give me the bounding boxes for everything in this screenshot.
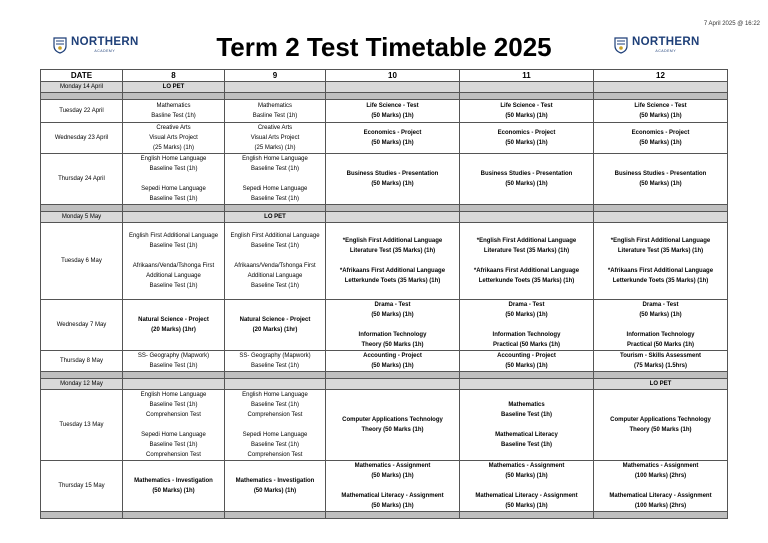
exam-cell [326,100,460,123]
exam-line: Mathematics - Assignment [488,463,565,469]
exam-cell [123,223,225,300]
lo-pet-cell: LO PET [225,212,326,223]
header-grade: 12 [594,70,728,82]
exam-cell [326,461,460,512]
exam-line: Business Studies - Presentation [346,171,439,177]
exam-line: Theory (50 Marks (1h) [361,427,424,433]
exam-line: Mathematics - Assignment [622,463,699,469]
exam-line: Economics - Project [631,130,690,136]
date-cell: Wednesday 23 April [41,123,123,154]
exam-cell [460,351,594,372]
exam-cell [326,123,460,154]
table-row [41,82,728,93]
exam-line: Drama - Test [508,302,545,308]
separator-row [41,93,728,100]
exam-line: Computer Applications Technology [610,417,711,423]
exam-line: Baseline Test (1h) [501,442,552,448]
exam-cell [225,154,326,205]
exam-line: Mathematics - Investigation [134,478,213,484]
page-header [0,30,768,68]
exam-cell [123,461,225,512]
exam-line: Computer Applications Technology [342,417,443,423]
logo-name: NORTHERN [632,36,700,48]
table-row [41,461,728,512]
exam-line: Mathematics - Assignment [354,463,431,469]
exam-line: English First Additional Language [230,233,320,239]
exam-cell [460,300,594,351]
exam-line: Basline Test (1h) [151,113,196,119]
exam-line: Baseline Test (1h) [149,363,198,369]
date-cell: Monday 5 May [41,212,123,223]
exam-line: Baseline Test (1h) [149,442,198,448]
exam-line: Baseline Test (1h) [149,196,198,202]
separator-row [41,512,728,519]
exam-line: Visual Arts Project [149,135,198,141]
exam-line: Accounting - Project [497,353,556,359]
exam-line: (50 Marks) (1h) [371,181,414,187]
exam-line: (50 Marks) (1h) [371,140,414,146]
exam-cell [460,461,594,512]
exam-line: Literature Test (35 Marks) (1h) [617,248,704,254]
exam-line: Mathematics - Investigation [235,478,315,484]
exam-cell [123,390,225,461]
exam-cell [594,390,728,461]
exam-line: Practical (50 Marks (1h) [492,342,561,348]
page-title: Term 2 Test Timetable 2025 [216,32,552,62]
exam-line: Afrikaans/Venda/Tshonga First [132,263,215,269]
exam-cell [594,123,728,154]
separator-row [41,205,728,212]
exam-line: *English First Additional Language [342,238,443,244]
exam-line: Mathematical Literacy [495,432,558,438]
exam-line: Drama - Test [374,302,411,308]
exam-line: (50 Marks) (1h) [505,113,548,119]
exam-line: Life Science - Test [500,103,553,109]
logo-sub: ACADEMY [94,49,116,53]
header-date: DATE [41,70,123,82]
table-row [41,212,728,223]
exam-line: Tourism - Skills Assessment [619,353,702,359]
exam-line: (50 Marks) (1h) [505,503,548,509]
exam-line: Information Technology [492,332,561,338]
exam-line: Comprehension Test [247,452,303,458]
exam-line: (25 Marks) (1h) [152,145,194,151]
exam-line: Mathematical Literacy - Assignment [341,493,444,499]
exam-cell [326,223,460,300]
exam-cell [594,223,728,300]
exam-cell [460,154,594,205]
exam-line: (20 Marks) (1hr) [151,327,196,333]
exam-line: (75 Marks) (1.5hrs) [633,363,688,369]
exam-line: Baseline Test (1h) [501,412,552,418]
exam-line: Creative Arts [156,125,191,131]
exam-cell [123,154,225,205]
exam-cell [225,300,326,351]
table-row [41,123,728,154]
empty-cell [460,82,594,93]
exam-line: (50 Marks) (1h) [371,312,414,318]
exam-line: *Afrikaans First Additional Language [473,268,580,274]
exam-line: Letterkunde Toets (35 Marks) (1h) [344,278,441,284]
exam-line: Mathematics [156,103,191,109]
exam-line: English Home Language [242,156,308,162]
table-row [41,100,728,123]
header-grade: 11 [460,70,594,82]
exam-line: Business Studies - Presentation [614,171,707,177]
exam-line: Baseline Test (1h) [149,243,198,249]
date-cell: Monday 12 May [41,379,123,390]
exam-line: Literature Test (35 Marks) (1h) [483,248,570,254]
exam-line: (50 Marks) (1h) [505,312,548,318]
exam-line: Comprehension Test [247,412,303,418]
exam-line: Literature Test (35 Marks) (1h) [349,248,436,254]
exam-line: Information Technology [358,332,427,338]
exam-cell [225,390,326,461]
empty-cell [594,82,728,93]
exam-line: Baseline Test (1h) [251,402,299,408]
exam-line: Letterkunde Toets (35 Marks) (1h) [478,278,575,284]
exam-cell [326,154,460,205]
exam-cell [594,300,728,351]
exam-line: (50 Marks) (1h) [639,312,682,318]
logo-sub: ACADEMY [655,49,677,53]
table-row [41,223,728,300]
exam-line: Mathematical Literacy - Assignment [609,493,712,499]
exam-line: (100 Marks) (2hrs) [634,503,687,509]
exam-line: Sepedi Home Language [141,186,206,192]
exam-line: Theory (50 Marks (1h) [629,427,692,433]
exam-line: Practical (50 Marks (1h) [626,342,695,348]
exam-line: (50 Marks) (1h) [505,363,548,369]
table-row [41,300,728,351]
exam-cell [225,100,326,123]
exam-cell [594,154,728,205]
logo-name: NORTHERN [71,36,139,48]
exam-cell [225,461,326,512]
exam-line: Baseline Test (1h) [251,363,299,369]
exam-line: Natural Science - Project [138,317,209,323]
exam-line: (50 Marks) (1h) [371,113,414,119]
exam-cell [460,123,594,154]
exam-line: English Home Language [140,156,207,162]
exam-line: Comprehension Test [146,452,201,458]
exam-line: Drama - Test [642,302,679,308]
date-cell: Wednesday 7 May [41,300,123,351]
exam-line: *Afrikaans First Additional Language [339,268,446,274]
empty-cell [326,82,460,93]
exam-line: Creative Arts [257,125,293,131]
exam-line: SS- Geography (Mapwork) [137,353,210,359]
exam-line: Baseline Test (1h) [149,283,198,289]
exam-line: Life Science - Test [634,103,687,109]
exam-cell [460,390,594,461]
exam-line: English Home Language [140,392,207,398]
exam-line: Baseline Test (1h) [251,283,299,289]
exam-cell [123,123,225,154]
exam-cell [594,351,728,372]
exam-line: (50 Marks) (1h) [505,140,548,146]
date-cell: Tuesday 22 April [41,100,123,123]
exam-cell [123,100,225,123]
exam-line: Life Science - Test [366,103,419,109]
exam-line: *Afrikaans First Additional Language [607,268,714,274]
exam-line: Basline Test (1h) [252,113,298,119]
exam-line: (50 Marks) (1h) [371,503,414,509]
exam-line: Baseline Test (1h) [149,166,198,172]
date-cell: Monday 14 April [41,82,123,93]
timetable [40,69,728,519]
date-cell: Thursday 15 May [41,461,123,512]
exam-line: Baseline Test (1h) [251,166,299,172]
lo-pet-cell: LO PET [594,379,728,390]
header-grade: 9 [225,70,326,82]
exam-line: *English First Additional Language [476,238,577,244]
table-row [41,351,728,372]
exam-line: (25 Marks) (1h) [254,145,296,151]
exam-cell [594,461,728,512]
exam-line: Baseline Test (1h) [251,243,299,249]
exam-cell [326,390,460,461]
print-timestamp: 7 April 2025 @ 16:22 [703,21,760,27]
exam-cell [225,123,326,154]
exam-cell [225,223,326,300]
exam-line: English First Additional Language [128,233,219,239]
exam-line: Theory (50 Marks (1h) [361,342,424,348]
exam-line: Additional Language [247,273,303,279]
exam-line: Mathematics [508,402,545,408]
exam-line: Baseline Test (1h) [251,442,299,448]
date-cell: Tuesday 6 May [41,223,123,300]
table-row [41,379,728,390]
exam-cell [594,100,728,123]
exam-line: (100 Marks) (2hrs) [634,473,687,479]
exam-line: (50 Marks) (1h) [639,140,682,146]
exam-line: Visual Arts Project [250,135,300,141]
separator-row [41,372,728,379]
exam-line: Sepedi Home Language [242,186,308,192]
exam-line: (50 Marks) (1h) [371,363,414,369]
exam-line: (50 Marks) (1h) [371,473,414,479]
empty-cell [123,379,225,390]
exam-line: Business Studies - Presentation [480,171,573,177]
exam-cell [123,300,225,351]
table-row [41,154,728,205]
empty-cell [460,379,594,390]
exam-cell [460,223,594,300]
exam-line: Information Technology [626,332,695,338]
empty-cell [225,82,326,93]
empty-cell [460,212,594,223]
exam-cell [225,351,326,372]
exam-line: Letterkunde Toets (35 Marks) (1h) [612,278,709,284]
exam-line: Baseline Test (1h) [251,196,299,202]
exam-line: Natural Science - Project [239,317,311,323]
exam-line: Economics - Project [363,130,422,136]
crest-icon [614,36,628,54]
date-cell: Tuesday 13 May [41,390,123,461]
exam-line: Sepedi Home Language [242,432,308,438]
exam-cell [460,100,594,123]
exam-cell [326,351,460,372]
header-row [41,70,728,82]
exam-line: Mathematics [257,103,292,109]
exam-line: (50 Marks) (1h) [152,488,195,494]
exam-cell [123,351,225,372]
date-cell: Thursday 24 April [41,154,123,205]
header-grade: 8 [123,70,225,82]
exam-cell [326,300,460,351]
exam-line: Additional Language [146,273,201,279]
empty-cell [594,212,728,223]
empty-cell [326,379,460,390]
school-logo [614,36,700,54]
exam-line: (20 Marks) (1hr) [252,327,298,333]
empty-cell [225,379,326,390]
exam-line: Baseline Test (1h) [149,402,198,408]
exam-line: SS- Geography (Mapwork) [239,353,311,359]
empty-cell [326,212,460,223]
exam-line: Afrikaans/Venda/Tshonga First [234,263,316,269]
exam-line: (50 Marks) (1h) [505,181,548,187]
exam-line: Comprehension Test [146,412,201,418]
empty-cell [123,212,225,223]
table-row [41,390,728,461]
exam-line: *English First Additional Language [610,238,711,244]
lo-pet-cell: LO PET [123,82,225,93]
exam-line: Mathematical Literacy - Assignment [475,493,578,499]
exam-line: (50 Marks) (1h) [639,181,682,187]
exam-line: English Home Language [242,392,308,398]
exam-line: Economics - Project [497,130,556,136]
exam-line: (50 Marks) (1h) [639,113,682,119]
exam-line: Sepedi Home Language [141,432,206,438]
exam-line: Accounting - Project [363,353,422,359]
exam-line: (50 Marks) (1h) [253,488,297,494]
header-grade: 10 [326,70,460,82]
date-cell: Thursday 8 May [41,351,123,372]
exam-line: (50 Marks) (1h) [505,473,548,479]
